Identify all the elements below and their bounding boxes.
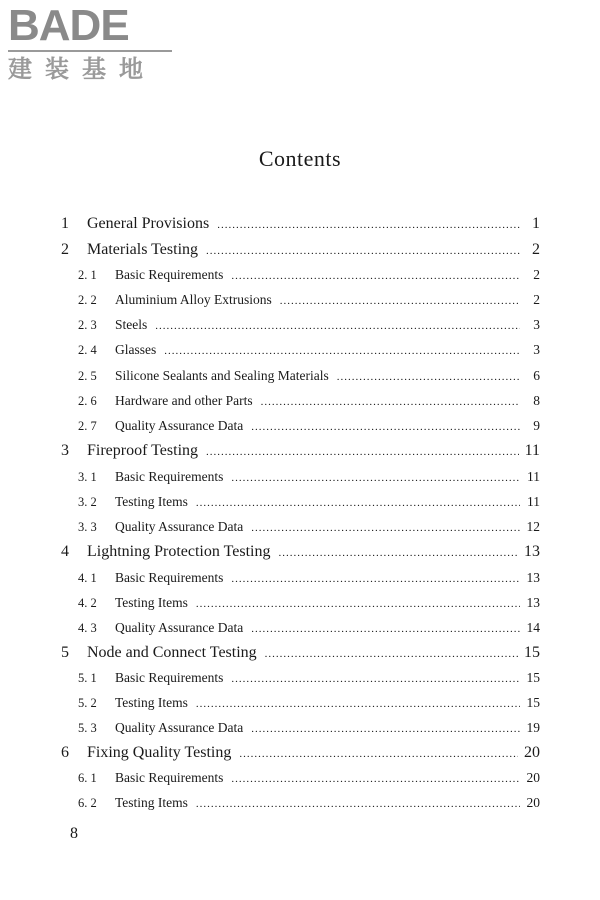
toc-entry-title: Quality Assurance Data — [115, 620, 244, 635]
toc-section-row — [78, 314, 540, 336]
toc-dot-leader — [231, 265, 520, 287]
toc-entry-page: 15 — [526, 670, 540, 685]
toc-entry-number: 2. 3 — [78, 318, 97, 332]
toc-entry-number: 1 — [61, 215, 69, 232]
page-number: 8 — [70, 825, 78, 842]
toc-section-row — [78, 339, 540, 361]
toc-entry-title: Steels — [115, 317, 148, 332]
toc-entry-page: 20 — [526, 795, 540, 810]
toc-section-row — [78, 390, 540, 412]
toc-section-row — [78, 767, 540, 789]
toc-dot-leader — [196, 793, 520, 815]
toc-entry-number: 6 — [61, 744, 69, 761]
toc-dot-leader — [231, 768, 520, 790]
toc-entry-title: Basic Requirements — [115, 570, 224, 585]
logo-chinese-text: 建装基地 — [8, 55, 156, 83]
publisher-logo — [8, 1, 178, 88]
toc-entry-title: Testing Items — [115, 494, 188, 509]
toc-entry-number: 4. 2 — [78, 596, 97, 610]
toc-entry-title: Aluminium Alloy Extrusions — [115, 292, 272, 307]
toc-entry-number: 3. 1 — [78, 470, 97, 484]
toc-dot-leader — [196, 593, 520, 615]
toc-entry-page: 2 — [533, 267, 540, 282]
logo-wordmark: BADE — [8, 1, 129, 50]
toc-section-row — [78, 264, 540, 286]
toc-entry-page: 11 — [524, 442, 540, 459]
toc-entry-page: 6 — [533, 368, 540, 383]
toc-entry-page: 3 — [533, 342, 540, 357]
page-title: Contents — [258, 146, 342, 171]
toc-entry-number: 5. 1 — [78, 671, 97, 685]
toc-dot-leader — [251, 416, 520, 438]
toc-chapter-row — [61, 439, 540, 463]
toc-chapter-row — [61, 540, 540, 564]
toc-entry-title: Hardware and other Parts — [115, 393, 253, 408]
toc-entry-page: 20 — [524, 744, 540, 761]
toc-entry-title: Quality Assurance Data — [115, 519, 244, 534]
toc-dot-leader — [278, 541, 518, 565]
toc-section-row — [78, 717, 540, 739]
toc-entry-page: 2 — [532, 241, 540, 258]
toc-dot-leader — [217, 213, 520, 237]
toc-dot-leader — [265, 642, 518, 666]
toc-chapter-row — [61, 238, 540, 262]
toc-chapter-row — [61, 741, 540, 765]
toc-entry-page: 13 — [526, 595, 540, 610]
toc-dot-leader — [251, 517, 520, 539]
toc-section-row — [78, 592, 540, 614]
toc-entry-page: 1 — [532, 215, 540, 232]
toc-section-row — [78, 491, 540, 513]
toc-entry-title: Silicone Sealants and Sealing Materials — [115, 368, 329, 383]
toc-entry-number: 5 — [61, 644, 69, 661]
toc-entry-page: 13 — [526, 570, 540, 585]
toc-entry-number: 2. 6 — [78, 394, 97, 408]
toc-entry-page: 15 — [526, 695, 540, 710]
toc-entry-title: Testing Items — [115, 595, 188, 610]
toc-entry-number: 2. 7 — [78, 419, 97, 433]
toc-entry-number: 2. 4 — [78, 343, 97, 357]
toc-section-row — [78, 289, 540, 311]
toc-entry-page: 2 — [533, 292, 540, 307]
toc-entry-title: Glasses — [115, 342, 157, 357]
toc-entry-page: 13 — [524, 543, 540, 560]
toc-entry-number: 5. 2 — [78, 696, 97, 710]
toc-section-row — [78, 365, 540, 387]
toc-entry-number: 2 — [61, 241, 69, 258]
toc-entry-number: 2. 5 — [78, 369, 97, 383]
toc-entry-page: 20 — [526, 770, 540, 785]
toc-entry-number: 6. 2 — [78, 796, 97, 810]
toc-dot-leader — [231, 467, 520, 489]
toc-entry-title: Basic Requirements — [115, 770, 224, 785]
toc-entry-title: Fixing Quality Testing — [87, 744, 232, 761]
logo-divider — [8, 50, 172, 52]
toc-entry-page: 11 — [527, 469, 540, 484]
toc-entry-number: 3 — [61, 442, 69, 459]
toc-entry-title: Node and Connect Testing — [87, 644, 257, 661]
toc-entry-page: 19 — [526, 720, 540, 735]
toc-entry-number: 3. 3 — [78, 520, 97, 534]
toc-dot-leader — [251, 618, 520, 640]
toc-entry-number: 2. 1 — [78, 268, 97, 282]
toc-entry-title: Testing Items — [115, 795, 188, 810]
toc-entry-number: 4. 1 — [78, 571, 97, 585]
toc-dot-leader — [196, 492, 520, 514]
toc-entry-title: Lightning Protection Testing — [87, 543, 271, 560]
toc-dot-leader — [337, 366, 520, 388]
toc-dot-leader — [206, 440, 519, 464]
toc-section-row — [78, 466, 540, 488]
toc-entry-page: 15 — [524, 644, 540, 661]
toc-chapter-row — [61, 641, 540, 665]
toc-entry-number: 4. 3 — [78, 621, 97, 635]
toc-section-row — [78, 516, 540, 538]
toc-dot-leader — [239, 742, 518, 766]
toc-section-row — [78, 792, 540, 814]
toc-entry-page: 3 — [533, 317, 540, 332]
toc-entry-page: 11 — [527, 494, 540, 509]
toc-entry-page: 12 — [526, 519, 540, 534]
toc-dot-leader — [196, 693, 520, 715]
toc-section-row — [78, 415, 540, 437]
toc-chapter-row — [61, 212, 540, 236]
toc-entry-title: Materials Testing — [87, 241, 199, 258]
toc-section-row — [78, 692, 540, 714]
toc-dot-leader — [280, 290, 520, 312]
toc-dot-leader — [164, 340, 520, 362]
toc-entry-number: 3. 2 — [78, 495, 97, 509]
toc-entry-title: Fireproof Testing — [87, 442, 199, 459]
toc-section-row — [78, 567, 540, 589]
toc-dot-leader — [261, 391, 520, 413]
toc-dot-leader — [251, 718, 520, 740]
toc-entry-title: Basic Requirements — [115, 267, 224, 282]
toc-entry-title: Quality Assurance Data — [115, 418, 244, 433]
toc-entry-page: 14 — [526, 620, 540, 635]
toc-entry-number: 2. 2 — [78, 293, 97, 307]
toc-section-row — [78, 617, 540, 639]
toc-entry-title: Basic Requirements — [115, 469, 224, 484]
toc-entry-number: 5. 3 — [78, 721, 97, 735]
toc-entry-number: 6. 1 — [78, 771, 97, 785]
toc-entry-page: 9 — [533, 418, 540, 433]
toc-dot-leader — [206, 239, 520, 263]
toc-entry-number: 4 — [61, 543, 69, 560]
toc-entry-title: Quality Assurance Data — [115, 720, 244, 735]
toc-section-row — [78, 667, 540, 689]
toc-entry-title: Basic Requirements — [115, 670, 224, 685]
toc-entry-title: Testing Items — [115, 695, 188, 710]
toc-dot-leader — [231, 568, 520, 590]
toc-dot-leader — [155, 315, 520, 337]
toc-dot-leader — [231, 668, 520, 690]
toc-entry-title: General Provisions — [87, 215, 210, 232]
toc-entry-page: 8 — [533, 393, 540, 408]
